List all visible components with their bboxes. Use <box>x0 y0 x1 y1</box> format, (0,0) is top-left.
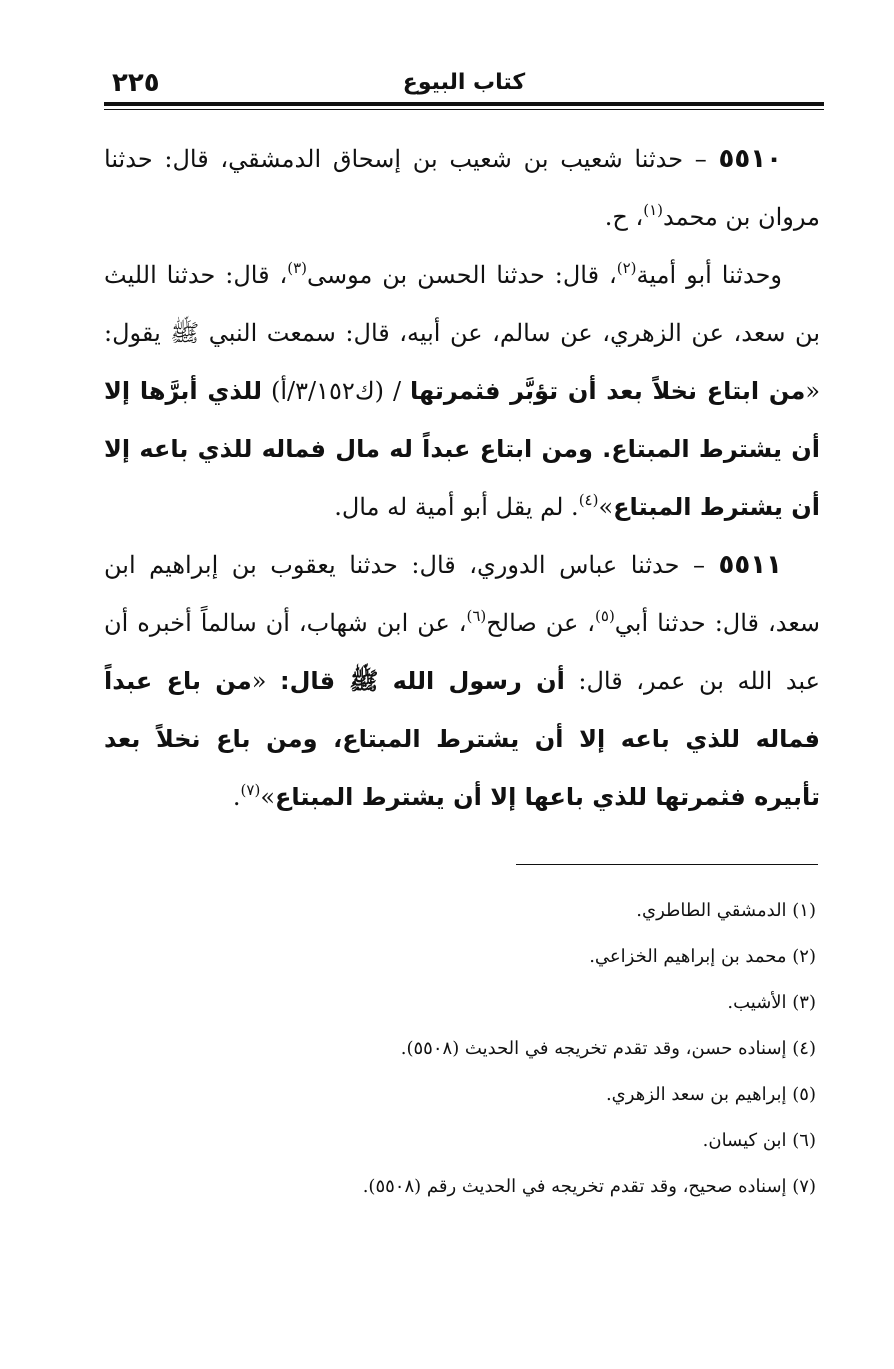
hadith-text-bold: من باع عبداً فماله للذي باعه إلا أن يشترط المبتاع، ومن باع نخلاً بعد تأبيره فثمرتها للذي باعها إلا أن يشترط المبتاع <box>104 667 820 811</box>
footnote-ref: (٢) <box>616 259 637 277</box>
text: . لم يقل أبو أمية له مال. <box>334 493 579 521</box>
hadith-text-bold: من ابتاع نخلاً بعد أن تؤبَّر فثمرتها <box>410 377 806 405</box>
manuscript-ref: / (ك٣/١٥٢/أ) <box>262 377 411 405</box>
footnote-ref: (٦) <box>466 607 487 625</box>
footnote-5: (٥) إبراهيم بن سعد الزهري. <box>605 1084 816 1105</box>
page-header <box>104 70 824 100</box>
text: » <box>598 493 614 521</box>
text: . <box>232 783 241 811</box>
footnote-3: (٣) الأشيب. <box>727 992 816 1013</box>
footnote-4: (٤) إسناده حسن، وقد تقدم تخريجه في الحديث (٥٥٠٨). <box>400 1038 816 1059</box>
footnotes <box>250 888 816 1210</box>
text: ، قال: حدثنا الليث بن سعد، عن الزهري، عن سالم، عن أبيه، قال: سمعت النبي ﷺ يقول: « <box>104 261 821 405</box>
footnote-7: (٧) إسناده صحيح، وقد تقدم تخريجه في الحديث رقم (٥٥٠٨). <box>362 1176 816 1197</box>
footnote-ref: (٣) <box>287 259 307 277</box>
footnote-ref: (٧) <box>240 781 261 799</box>
text: – حدثنا عباس الدوري، قال: حدثنا يعقوب بن إبراهيم ابن سعد، قال: حدثنا أبي <box>104 551 821 637</box>
text: – حدثنا شعيب بن شعيب بن إسحاق الدمشقي، قال: حدثنا مروان بن محمد <box>104 145 820 231</box>
text: » <box>260 783 276 811</box>
header-rule-thick <box>104 102 824 106</box>
text: ، قال: حدثنا الحسن بن موسى <box>306 261 617 289</box>
text: ، عن صالح <box>486 609 596 637</box>
footnote-ref: (٤) <box>578 491 599 509</box>
footnote-ref: (٥) <box>595 607 615 625</box>
footnote-6: (٦) ابن كيسان. <box>702 1130 816 1151</box>
footnote-ref: (١) <box>643 201 663 219</box>
hadith-text-bold: للذي أبرَّها إلا أن يشترط المبتاع. ومن ابتاع عبداً له مال فماله للذي باعه إلا أن يشترط المبتاع <box>104 377 820 521</box>
footnote-2: (٢) محمد بن إبراهيم الخزاعي. <box>589 946 816 967</box>
main-text <box>104 130 820 826</box>
footnote-separator <box>516 864 818 865</box>
hadith-5510-continued <box>104 246 820 536</box>
hadith-5510 <box>104 130 820 246</box>
header-rule-thin <box>104 109 824 110</box>
text: وحدثنا أبو أمية <box>636 261 782 289</box>
text: ، عن ابن شهاب، أن سالماً أخبره أن عبد الله بن عمر، قال: <box>104 609 820 695</box>
hadith-number: ٥٥١٠ <box>718 144 782 174</box>
text: ، ح. <box>604 203 644 231</box>
footnote-1: (١) الدمشقي الطاطري. <box>636 900 816 921</box>
running-title: كتاب البيوع <box>402 70 526 95</box>
page-number: ٢٢٥ <box>112 68 160 98</box>
hadith-number: ٥٥١١ <box>718 550 782 580</box>
hadith-5511 <box>104 536 820 826</box>
hadith-text-bold: أن رسول الله ﷺ قال: <box>279 667 565 695</box>
text: « <box>251 667 280 695</box>
